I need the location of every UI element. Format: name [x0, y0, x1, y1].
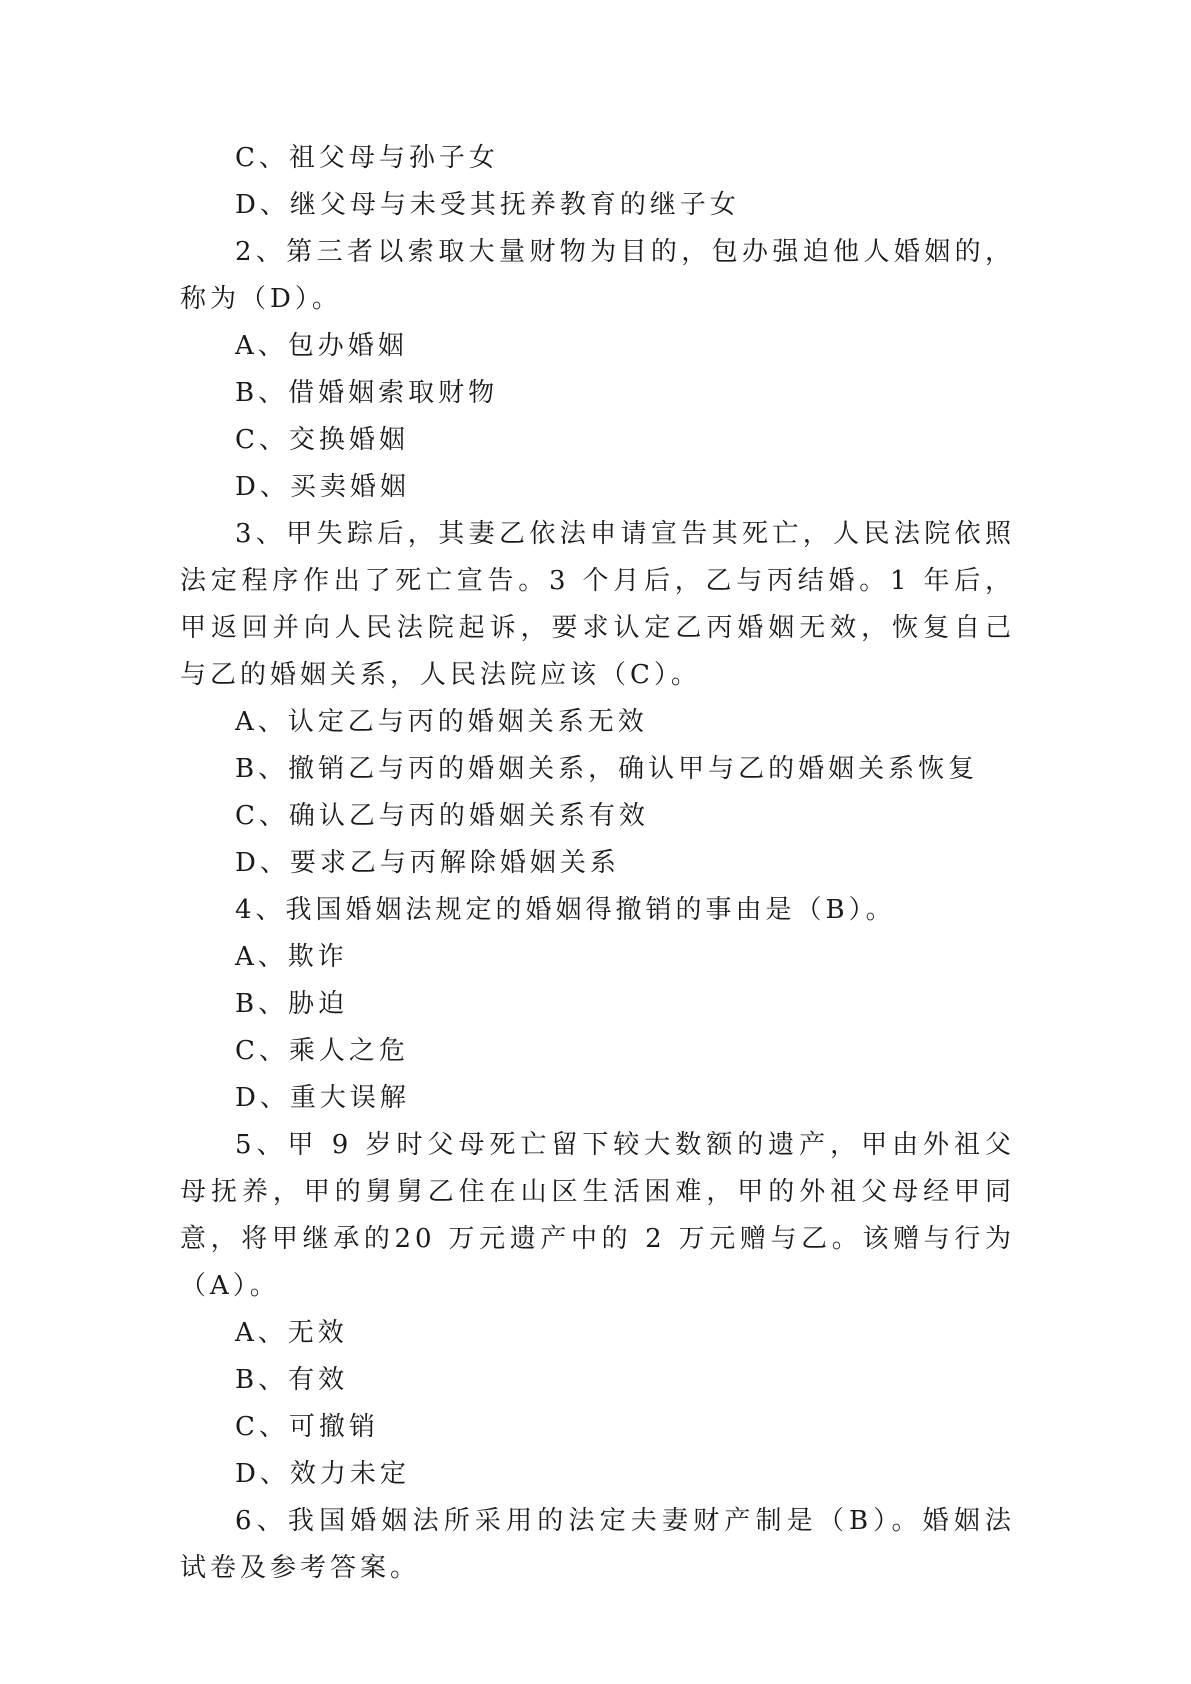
question-6: 6、我国婚姻法所采用的法定夫妻财产制是（B）。婚姻法试卷及参考答案。 — [180, 1506, 1015, 1583]
option-line: C、祖父母与孙子女 — [235, 143, 499, 173]
option-line: D、买卖婚姻 — [235, 472, 410, 502]
question-4: 4、我国婚姻法规定的婚姻得撤销的事由是（B）。 — [235, 895, 896, 925]
option-line: A、欺诈 — [235, 942, 348, 972]
option-line: C、乘人之危 — [235, 1036, 409, 1066]
option-line: D、重大误解 — [235, 1083, 410, 1113]
option-line: B、有效 — [235, 1365, 349, 1395]
option-line: D、效力未定 — [235, 1459, 410, 1489]
question-3: 3、甲失踪后，其妻乙依法申请宣告其死亡，人民法院依照法定程序作出了死亡宣告。3 个月后，乙与丙结婚。1 年后，甲返回并向人民法院起诉，要求认定乙丙婚姻无效，恢复自己与乙的婚姻关系，人民法院应该（C）。 — [180, 519, 1015, 690]
option-line: D、要求乙与丙解除婚姻关系 — [235, 848, 620, 878]
option-line: B、借婚姻索取财物 — [235, 378, 499, 408]
option-line: B、撤销乙与丙的婚姻关系，确认甲与乙的婚姻关系恢复 — [235, 754, 979, 784]
option-line: A、包办婚姻 — [235, 331, 408, 361]
option-line: A、认定乙与丙的婚姻关系无效 — [235, 707, 648, 737]
question-5: 5、甲 9 岁时父母死亡留下较大数额的遗产，甲由外祖父母抚养，甲的舅舅乙住在山区生活困难，甲的外祖父母经甲同意，将甲继承的20 万元遗产中的 2 万元赠与乙。该赠与行为（A）。 — [180, 1130, 1015, 1301]
option-line: C、交换婚姻 — [235, 425, 409, 455]
document-page — [180, 135, 1015, 1592]
option-line: B、胁迫 — [235, 989, 349, 1019]
question-2: 2、第三者以索取大量财物为目的，包办强迫他人婚姻的，称为（D）。 — [180, 237, 1015, 314]
option-line: C、可撤销 — [235, 1412, 379, 1442]
option-line: A、无效 — [235, 1318, 348, 1348]
option-line: D、继父母与未受其抚养教育的继子女 — [235, 190, 740, 220]
option-line: C、确认乙与丙的婚姻关系有效 — [235, 801, 649, 831]
